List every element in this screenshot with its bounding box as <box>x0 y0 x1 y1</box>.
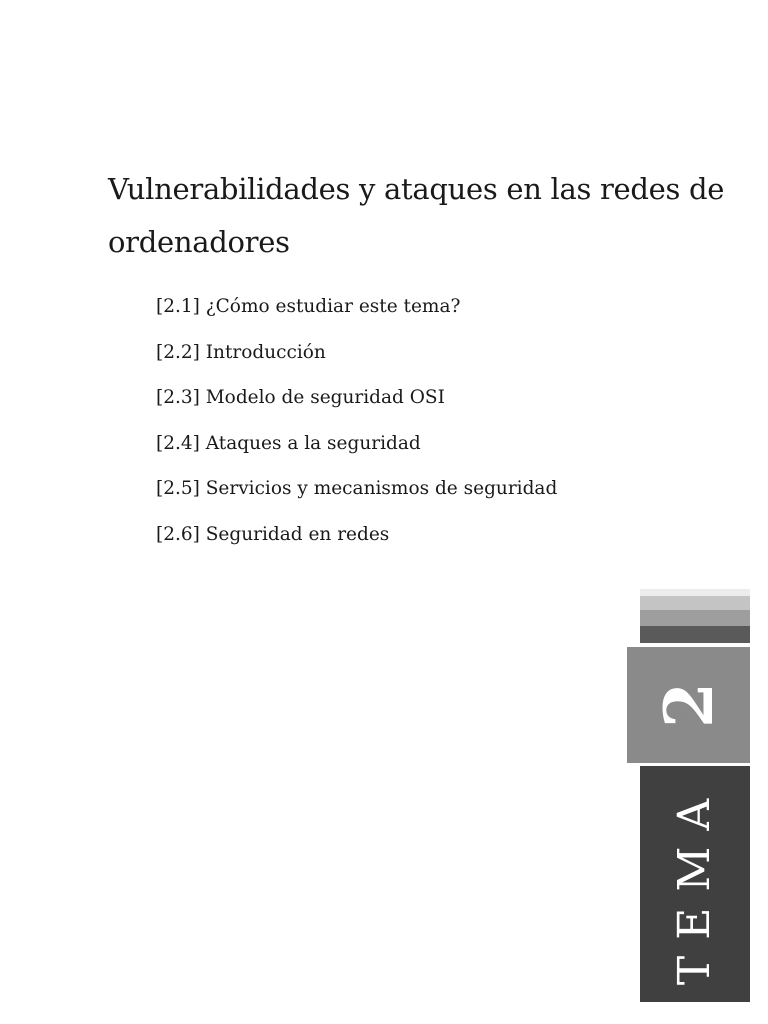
toc-item: [2.2] Introducción <box>156 341 326 363</box>
chapter-label-box <box>640 766 750 1002</box>
toc-item: [2.4] Ataques a la seguridad <box>156 432 421 454</box>
chapter-number-box <box>627 646 750 763</box>
toc-item: [2.1] ¿Cómo estudiar este tema? <box>156 296 461 317</box>
tab-stripe <box>640 626 750 643</box>
chapter-label: TEMA <box>669 782 720 986</box>
toc-item: [2.5] Servicios y mecanismos de seguridad <box>156 478 558 499</box>
tab-stripe <box>640 610 750 626</box>
toc-item: [2.3] Modelo de seguridad OSI <box>156 387 445 408</box>
toc-item: [2.6] Seguridad en redes <box>156 523 390 545</box>
chapter-number: 2 <box>649 682 728 728</box>
chapter-title: Vulnerabilidades y ataques en las redes de ordenadores <box>108 172 725 259</box>
tab-stripe <box>640 589 750 596</box>
tab-stripe <box>640 596 750 610</box>
table-of-contents <box>156 290 557 563</box>
